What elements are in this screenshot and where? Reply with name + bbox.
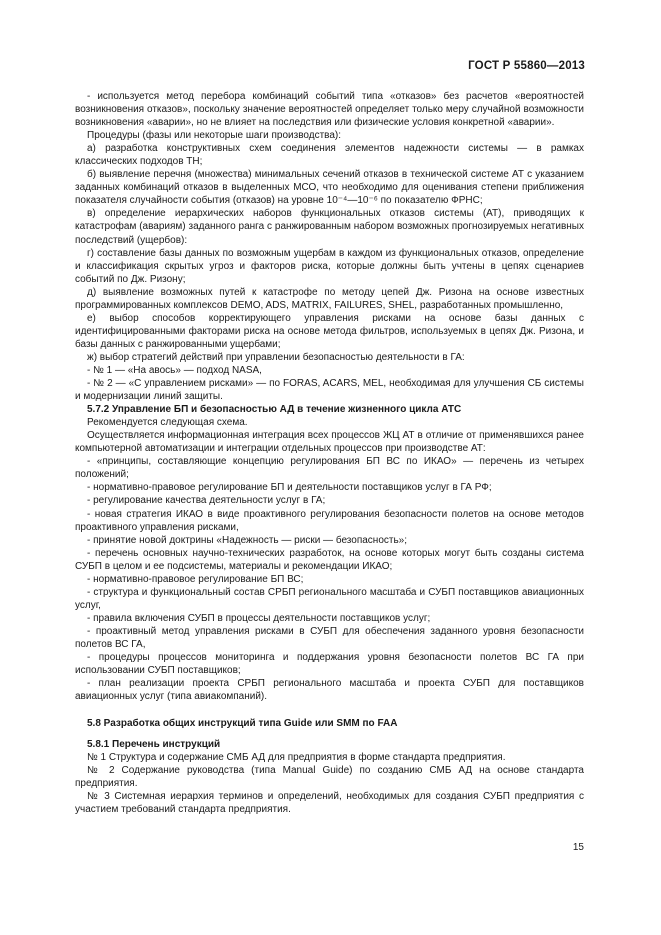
list-item: - процедуры процессов мониторинга и поддержания уровня безопасности полетов ВС ГА при использовании СУБП поставщиков; <box>75 652 584 677</box>
subsection-heading-581: 5.8.1 Перечень инструкций <box>87 739 221 751</box>
list-item: - «принципы, составляющие концепцию регулирования БП ВС по ИКАО» — перечень из четырех положений; <box>75 456 584 481</box>
instruction-item: № 1 Структура и содержание СМБ АД для предприятия в форме стандарта предприятия. <box>87 752 506 764</box>
list-item: - нормативно-правовое регулирование БП ВС; <box>87 573 304 585</box>
section-heading-58: 5.8 Разработка общих инструкций типа Guide или SMM по FAA <box>87 718 398 730</box>
list-item: - регулирование качества деятельности услуг в ГА; <box>87 495 326 507</box>
subsection-spacer <box>75 730 584 738</box>
paragraph: - № 1 — «На авось» — подход NASA, <box>87 364 262 376</box>
list-item: - проактивный метод управления рисками в СУБП для обеспечения заданного уровня безопасности полетов ВС ГА, <box>75 625 584 650</box>
list-item: - нормативно-правовое регулирование БП и деятельности поставщиков услуг в ГА РФ; <box>87 482 492 494</box>
paragraph: б) выявление перечня (множества) минимальных сечений отказов в технической системе АТ с указанием заданных комбинаций отказов в выделенных МСО, что необходимо для оценивания степени приближения показателя случайности события (отказов) на уровне 10⁻⁴—10⁻⁶ по показателю ФРНС; <box>75 169 584 207</box>
page-number: 15 <box>572 842 584 853</box>
section-spacer <box>75 703 584 717</box>
paragraph: в) определение иерархических наборов функциональных отказов системы (АТ), приводящих к катастрофам (авариям) заданного ранга с ранжированным набором возможных прогнозируемых негативных последствий (ущербов): <box>75 208 584 246</box>
instruction-item: № 2 Содержание руководства (типа Manual Guide) по созданию СМБ АД на основе стандарта предприятия. <box>75 765 584 790</box>
paragraph: Осуществляется информационная интеграция всех процессов ЖЦ АТ в отличие от применявшихся ранее компьютерной автоматизации и интеграции отдельных процессов при производстве АТ: <box>75 430 584 455</box>
paragraph: - используется метод перебора комбинаций событий типа «отказов» без расчетов «вероятностей возникновения отказов», поскольку значение вероятностей определяет только меру случайной возможности возникновения «аварии», но не влияет на последствия или физические условия конкретной «аварии». <box>75 91 584 129</box>
list-item: - новая стратегия ИКАО в виде проактивного регулирования безопасности полетов на основе методов проактивного управления рисками, <box>75 508 584 533</box>
section-heading-572: 5.7.2 Управление БП и безопасностью АД в течение жизненного цикла АТС <box>87 404 462 416</box>
list-item: - план реализации проекта СРБП регионального масштаба и проекта СУБП для поставщиков авиационных услуг (типа авиакомпаний). <box>75 678 584 703</box>
list-item: - принятие новой доктрины «Надежность — риски — безопасность»; <box>87 534 408 546</box>
list-item: - перечень основных научно-технических разработок, на основе которых могут быть созданы система СУБП в целом и ее подсистемы, материалы и рекомендации ИКАО; <box>75 547 584 572</box>
paragraph: е) выбор способов корректирующего управления рисками на основе базы данных с идентифицированными факторами риска на основе метода фильтров, используемых в цепях Дж. Ризона, и базы данных с ранжированными ущербами; <box>75 312 584 350</box>
list-item: - структура и функциональный состав СРБП регионального масштаба и СУБП поставщиков авиационных услуг, <box>75 586 584 611</box>
document-body <box>75 90 584 817</box>
paragraph: ж) выбор стратегий действий при управлении безопасностью деятельности в ГА: <box>87 351 465 363</box>
paragraph: Рекомендуется следующая схема. <box>87 417 248 429</box>
paragraph: а) разработка конструктивных схем соединения элементов надежности системы — в рамках классических подходов ТН; <box>75 143 584 168</box>
paragraph: - № 2 — «С управлением рисками» — по FORAS, ACARS, MEL, необходимая для улучшения СБ системы и модернизации линий защиты. <box>75 378 584 403</box>
paragraph: Процедуры (фазы или некоторые шаги производства): <box>87 130 342 142</box>
paragraph: г) составление базы данных по возможным ущербам в каждом из функциональных отказов, определение и классификация скрытых угроз и факторов риска, которые должны быть учтены в цепях сценариев событий по Дж. Ризону; <box>75 247 584 285</box>
list-item: - правила включения СУБП в процессы деятельности поставщиков услуг; <box>87 612 431 624</box>
standard-header: ГОСТ Р 55860—2013 <box>468 60 585 72</box>
paragraph: д) выявление возможных путей к катастрофе по методу цепей Дж. Ризона на основе известных программированных комплексов DEMO, ADS, MATRIX, FAILURES, SHEL, разработанных промышленно, <box>75 286 584 311</box>
instruction-item: № 3 Системная иерархия терминов и определений, необходимых для создания СУБП предприятия с участием требований стандарта предприятия. <box>75 791 584 816</box>
